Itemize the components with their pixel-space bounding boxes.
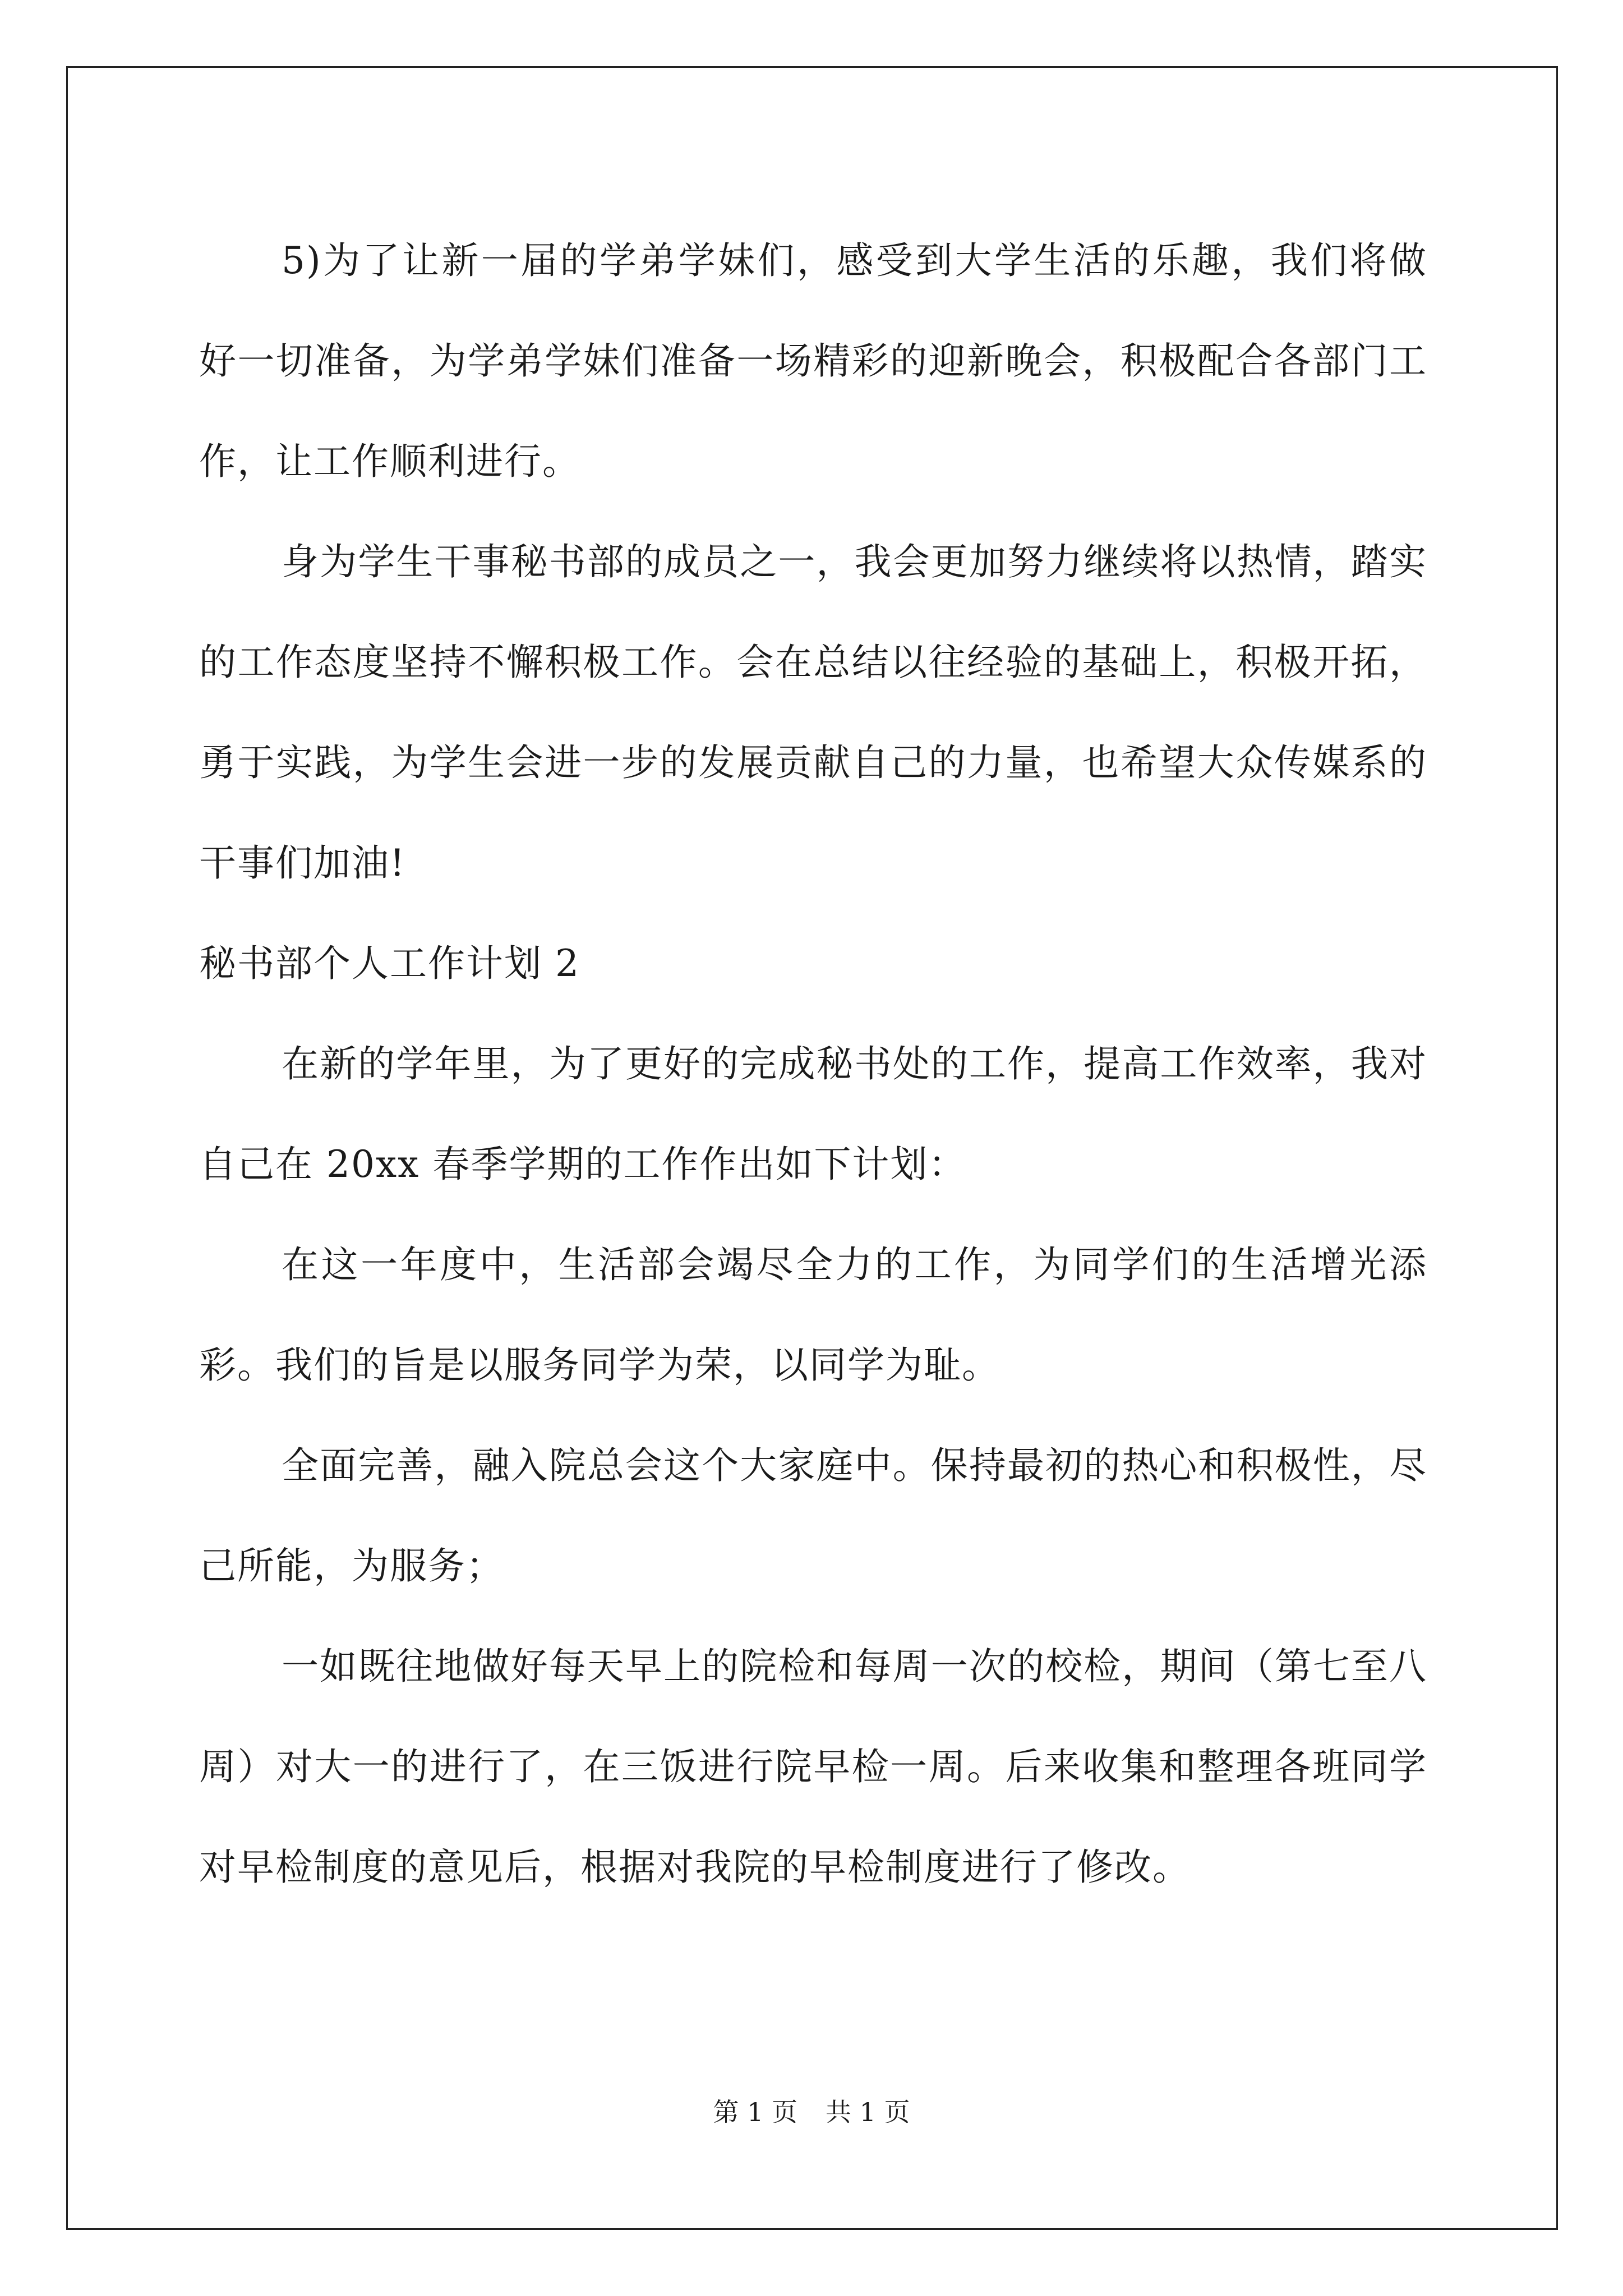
document-body — [199, 210, 1427, 1917]
page-footer — [0, 2095, 1623, 2129]
section-heading: 秘书部个人工作计划 2 — [199, 942, 580, 985]
paragraph-integration: 全面完善，融入院总会这个大家庭中。保持最初的热心和积极性，尽己所能，为服务； — [199, 1444, 1427, 1588]
page-total: 共 1 页 — [826, 2097, 910, 2127]
paragraph-commitment: 身为学生干事秘书部的成员之一，我会更加努力继续将以热情，踏实的工作态度坚持不懈积极工作。会在总结以往经验的基础上，积极开拓，勇于实践，为学生会进一步的发展贡献自己的力量，也希望大众传媒系的干事们加油! — [199, 540, 1427, 885]
paragraph-welcome-party: 5)为了让新一届的学弟学妹们，感受到大学生活的乐趣，我们将做好一切准备，为学弟学妹们准备一场精彩的迎新晚会，积极配合各部门工作，让工作顺利进行。 — [199, 239, 1427, 483]
paragraph-plan-intro: 在新的学年里，为了更好的完成秘书处的工作，提高工作效率，我对自己在 20xx 春季学期的工作作出如下计划： — [199, 1042, 1427, 1186]
page-number: 第 1 页 — [713, 2097, 797, 2127]
paragraph-inspection: 一如既往地做好每天早上的院检和每周一次的校检，期间（第七至八周）对大一的进行了，在三饭进行院早检一周。后来收集和整理各班同学对早检制度的意见后，根据对我院的早检制度进行了修改。 — [199, 1645, 1427, 1889]
paragraph-annual-goal: 在这一年度中，生活部会竭尽全力的工作，为同学们的生活增光添彩。我们的旨是以服务同学为荣，以同学为耻。 — [199, 1243, 1427, 1387]
